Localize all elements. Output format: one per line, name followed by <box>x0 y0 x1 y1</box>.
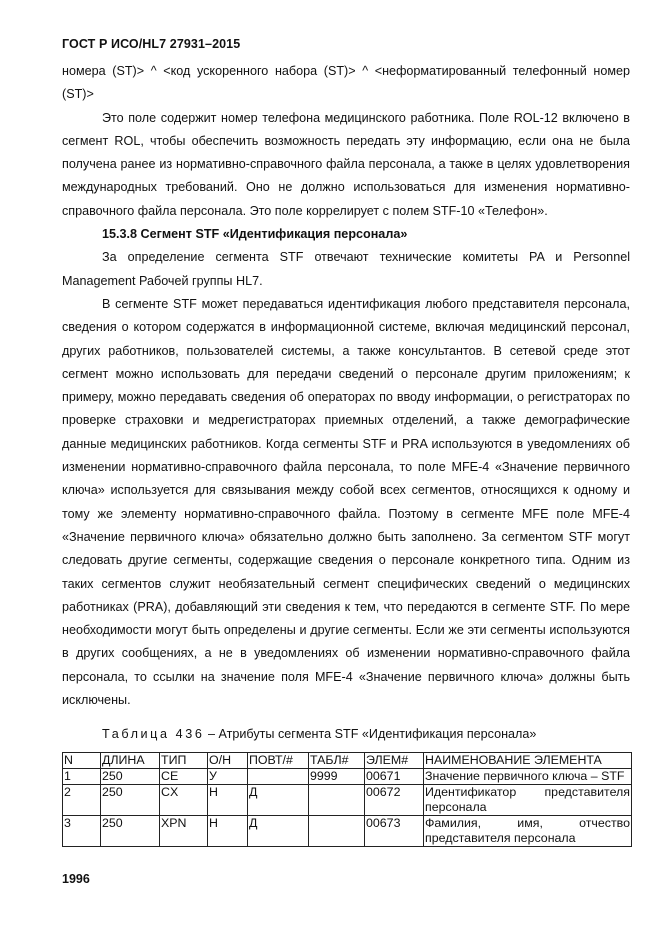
table-cell: Идентификатор представителя персонала <box>425 785 630 814</box>
table-cell: 1 <box>63 769 101 785</box>
column-header: ЭЛЕМ# <box>365 753 424 769</box>
page-number: 1996 <box>62 872 90 886</box>
table-header-row <box>63 753 632 769</box>
table-row <box>63 769 632 785</box>
table-cell: 250 <box>101 785 160 816</box>
paragraph: За определение сегмента STF отвечают технические комитеты PA и Personnel Management Рабочей группы HL7. <box>62 250 630 288</box>
table-cell: 250 <box>101 769 160 785</box>
paragraph: номера (ST)> ^ <код ускоренного набора (ST)> ^ <неформатированный телефонный номер (ST)> <box>62 64 630 102</box>
table-cell: 00671 <box>365 769 424 785</box>
table-cell <box>248 769 309 785</box>
table-cell: 250 <box>101 816 160 847</box>
document-header: ГОСТ Р ИСО/HL7 27931–2015 <box>62 37 241 51</box>
table-cell: 00673 <box>365 816 424 847</box>
table-row <box>63 816 632 847</box>
paragraph: Это поле содержит номер телефона медицинского работника. Поле ROL-12 включено в сегмент ROL, чтобы обеспечить возможность передать эту информацию, если она не была получена ранее из нормативно-справочного файла персонала, а также в целях удовлетворения международных требований. Оно не должно использоваться для изменения нормативно-справочного файла персонала. Это поле коррелирует с полем STF-10 «Телефон». <box>62 110 630 218</box>
table-caption <box>102 727 536 741</box>
column-header: ДЛИНА <box>101 753 160 769</box>
table-cell: Фамилия, имя, отчество представителя персонала <box>425 816 630 845</box>
table-cell: У <box>208 769 248 785</box>
attributes-table <box>62 752 632 847</box>
table-cell: Д <box>248 785 309 816</box>
paragraph: В сегменте STF может передаваться идентификация любого представителя персонала, сведения о котором содержатся в информационной системе, включая медицинский персонал, других работников, пользователей системы, а также консультантов. В сетевой среде этот сегмент можно использовать для передачи сведений о персонале другим приложениям; к примеру, можно передавать сведения об операторах по вводу информации, о регистраторах по проверке страховки и медрегистраторах приемных отделений, а также демографические данные медицинских работников. Когда сегменты STF и PRA используются в уведомлениях об изменении нормативно-справочного файла персонала, то поле MFE-4 «Значение первичного ключа» используется для связывания между собой всех сегментов, относящихся к одному и тому же элементу нормативно-справочного файла. Поэтому в сегменте MFE поле MFE-4 «Значение первичного ключа» обязательно должно быть заполнено. За сегментом STF могут следовать другие сегменты, содержащие сведения о персонале конкретного типа. Одним из таких сегментов служит необязательный сегмент специфических сведений о медицинских работниках (PRA), добавляющий эти сведения к тем, что передаются в сегменте STF. По мере необходимости могут быть определены и другие сегменты. Если же эти сегменты используются в других сообщениях, а не в уведомлениях об изменении нормативно-справочного файла персонала, то ссылки на значение поля MFE-4 «Значение первичного ключа» должны быть исключены. <box>62 296 630 708</box>
table-cell: Значение первичного ключа – STF <box>424 769 632 785</box>
table-cell: Н <box>208 785 248 816</box>
column-header: НАИМЕНОВАНИЕ ЭЛЕМЕНТА <box>424 753 632 769</box>
table-cell: CX <box>160 785 208 816</box>
table-caption-label: Таблица 436 <box>102 727 205 741</box>
column-header: N <box>63 753 101 769</box>
table-row <box>63 785 632 816</box>
column-header: ТИП <box>160 753 208 769</box>
column-header: О/Н <box>208 753 248 769</box>
table-cell <box>309 816 365 847</box>
column-header: ТАБЛ# <box>309 753 365 769</box>
body-text <box>62 60 630 712</box>
table-cell: XPN <box>160 816 208 847</box>
table-cell: 3 <box>63 816 101 847</box>
column-header: ПОВТ/# <box>248 753 309 769</box>
section-heading: 15.3.8 Сегмент STF «Идентификация персонала» <box>102 227 408 242</box>
table-cell: Д <box>248 816 309 847</box>
table-cell <box>309 785 365 816</box>
table-cell: 9999 <box>309 769 365 785</box>
table-cell: CE <box>160 769 208 785</box>
table-cell: 2 <box>63 785 101 816</box>
table-caption-title: – Атрибуты сегмента STF «Идентификация персонала» <box>204 727 537 741</box>
table-cell: 00672 <box>365 785 424 816</box>
table-cell: Н <box>208 816 248 847</box>
